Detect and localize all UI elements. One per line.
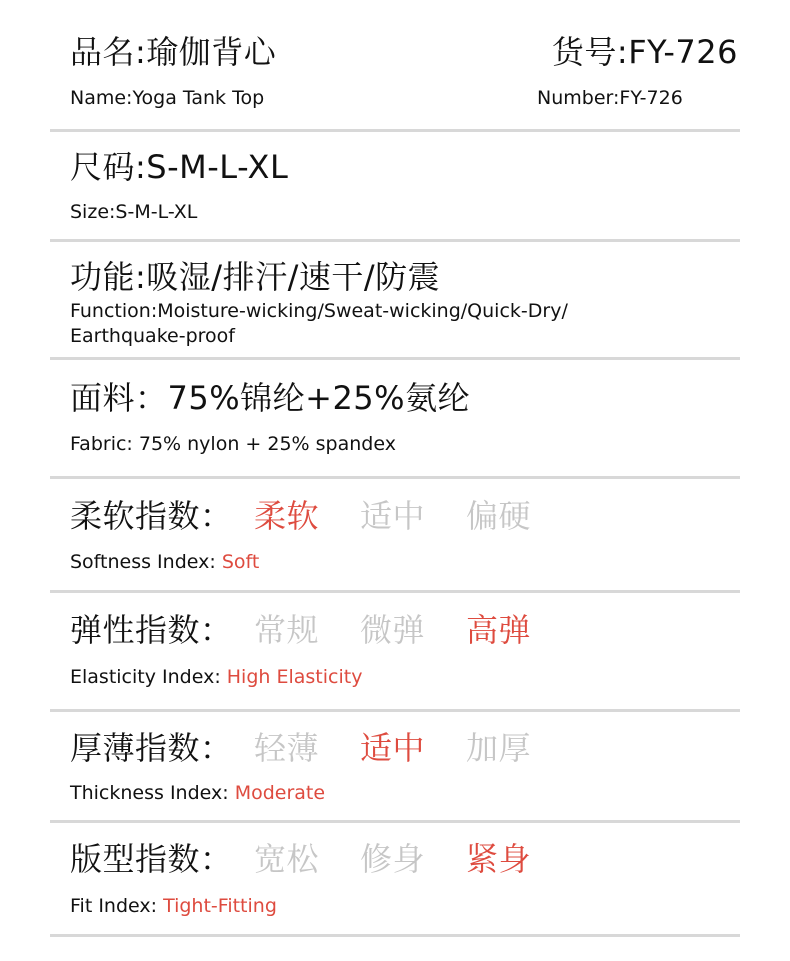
thickness-option-light: 轻薄 [254,729,320,767]
softness-option-firm: 偏硬 [466,497,532,535]
product-name-cn: 品名:瑜伽背心 [70,33,277,71]
fabric-section [0,360,790,477]
softness-option-soft: 柔软 [254,497,320,535]
elasticity-label-en: Elasticity Index: [70,666,227,688]
elasticity-option-regular: 常规 [254,611,320,649]
elasticity-en [70,665,362,689]
header-section [0,0,790,130]
fit-label-en: Fit Index: [70,895,164,917]
product-name-en: Name:Yoga Tank Top [70,87,265,109]
elasticity-value-en: High Elasticity [226,666,363,688]
size-cn: 尺码:S-M-L-XL [70,148,289,186]
fit-option-slim: 修身 [360,840,426,878]
size-section [0,132,790,240]
product-number-cn: 货号:FY-726 [551,33,738,71]
thickness-option-thick: 加厚 [466,729,532,767]
softness-value-en: Soft [221,551,260,573]
softness-label-cn: 柔软指数： [70,497,233,535]
fit-option-loose: 宽松 [254,840,320,878]
fit-option-tight: 紧身 [466,840,532,878]
fit-index-section [0,823,790,935]
thickness-en [70,781,325,805]
elasticity-option-slight: 微弹 [360,611,426,649]
elasticity-option-high: 高弹 [466,611,532,649]
thickness-label-cn: 厚薄指数： [70,729,233,767]
thickness-label-en: Thickness Index: [70,782,235,804]
softness-en [70,550,259,574]
elasticity-label-cn: 弹性指数： [70,611,233,649]
softness-option-moderate: 适中 [360,497,426,535]
softness-label-en: Softness Index: [70,551,222,573]
product-number-en: Number:FY-726 [537,87,683,109]
function-en-line1: Function:Moisture-wicking/Sweat-wicking/Quick-Dry/ [70,300,568,322]
function-cn: 功能:吸湿/排汗/速干/防震 [70,258,441,296]
fit-en [70,894,277,918]
fabric-cn: 面料：75%锦纶+25%氨纶 [70,379,471,417]
fit-value-en: Tight-Fitting [163,895,277,917]
divider [50,934,740,937]
elasticity-index-section [0,593,790,710]
softness-index-section [0,479,790,591]
thickness-option-moderate: 适中 [360,729,426,767]
thickness-value-en: Moderate [234,782,326,804]
function-en-line2: Earthquake-proof [70,325,235,347]
fabric-en: Fabric: 75% nylon + 25% spandex [70,433,396,455]
function-section [0,242,790,358]
fit-label-cn: 版型指数： [70,840,233,878]
thickness-index-section [0,712,790,821]
size-en: Size:S-M-L-XL [70,201,198,223]
